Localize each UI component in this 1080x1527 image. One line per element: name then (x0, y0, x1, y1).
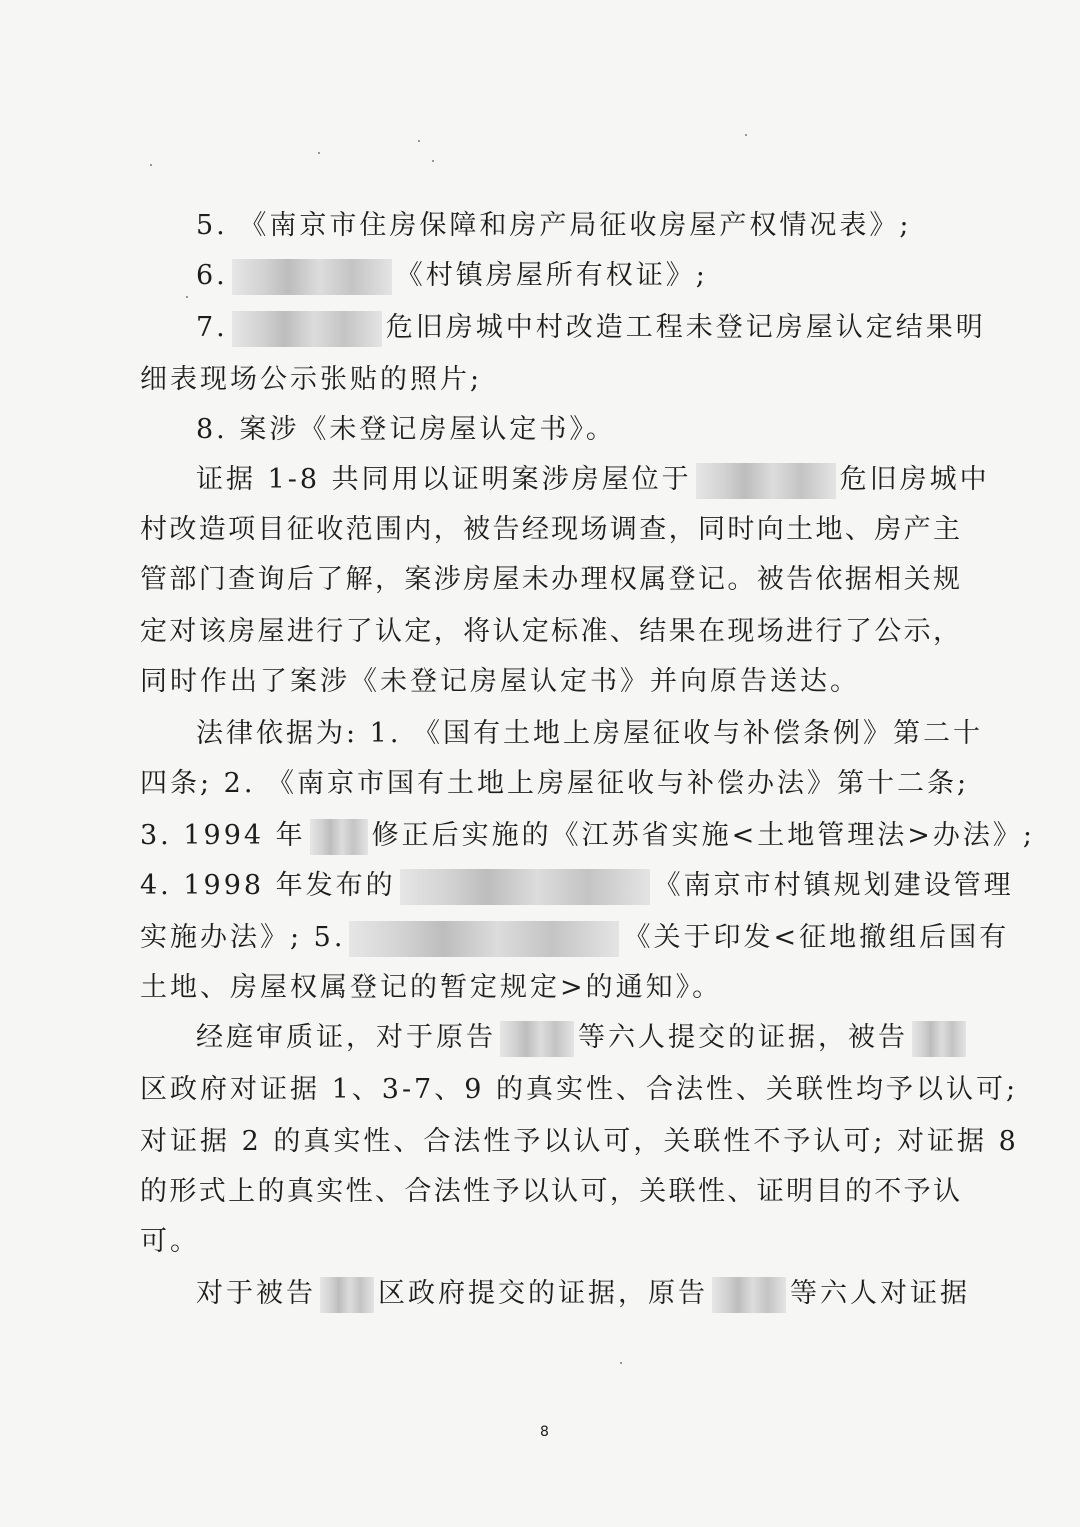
text-line-9 (140, 614, 960, 650)
redaction-block (696, 463, 836, 499)
text-segment: 同时作出了案涉《未登记房屋认定书》并向原告送达。 (140, 666, 860, 697)
redaction-block (310, 819, 368, 855)
text-line-16 (140, 970, 960, 1006)
text-line-4 (140, 362, 960, 398)
text-segment: 4. 1998 年发布的 (140, 870, 396, 901)
text-line-13 (140, 818, 1035, 855)
text-line-12 (140, 766, 970, 802)
text-segment: 可。 (140, 1226, 200, 1257)
text-segment: 村改造项目征收范围内，被告经现场调查，同时向土地、房产主 (140, 514, 960, 545)
text-segment: 对证据 2 的真实性、合法性予以认可，关联性不予认可; 对证据 8 (140, 1126, 1019, 1157)
scan-speck (418, 140, 420, 142)
redaction-block (500, 1021, 574, 1057)
text-line-1 (140, 208, 960, 244)
text-segment: 定对该房屋进行了认定，将认定标准、结果在现场进行了公示， (140, 616, 960, 647)
redaction-block (320, 1277, 374, 1313)
text-line-11 (140, 716, 984, 752)
text-line-3 (140, 310, 986, 347)
text-line-7 (140, 512, 960, 548)
text-line-2 (140, 258, 960, 295)
text-line-10 (140, 664, 960, 700)
text-segment: 7. (196, 312, 228, 343)
text-segment: 土地、房屋权属登记的暂定规定>的通知》。 (140, 972, 723, 1003)
text-segment: 细表现场公示张贴的照片; (140, 364, 483, 395)
redaction-block (712, 1277, 786, 1313)
text-segment: 四条; 2. 《南京市国有土地上房屋征收与补偿办法》第十二条; (140, 768, 970, 799)
text-line-17 (140, 1020, 960, 1057)
page-number: 8 (540, 1424, 549, 1440)
scan-speck (620, 1362, 622, 1364)
text-segment: 等六人提交的证据，被告 (578, 1022, 908, 1053)
scan-speck (186, 296, 188, 298)
redaction-block (912, 1021, 966, 1057)
text-segment: 实施办法》; 5. (140, 922, 346, 953)
text-segment: 《关于印发<征地撤组后国有 (623, 922, 1010, 953)
text-line-19 (140, 1124, 1019, 1160)
text-line-20 (140, 1174, 960, 1210)
text-line-22 (140, 1276, 970, 1313)
scan-speck (432, 160, 434, 162)
text-segment: 法律依据为: 1. 《国有土地上房屋征收与补偿条例》第二十 (196, 718, 984, 749)
text-segment: 等六人对证据 (790, 1278, 970, 1309)
text-segment: 《南京市村镇规划建设管理 (653, 870, 1014, 901)
text-segment: 对于被告 (196, 1278, 316, 1309)
scan-speck (745, 134, 747, 136)
redaction-block (400, 869, 650, 905)
redaction-block (232, 259, 392, 295)
text-segment: 《村镇房屋所有权证》; (395, 260, 708, 291)
text-segment: 3. 1994 年 (140, 820, 306, 851)
text-segment: 修正后实施的《江苏省实施<土地管理法>办法》; (371, 820, 1035, 851)
text-line-6 (140, 462, 990, 499)
text-segment: 区政府提交的证据，原告 (378, 1278, 708, 1309)
redaction-block (232, 311, 382, 347)
redaction-block (349, 921, 619, 957)
text-segment: 5. 《南京市住房保障和房产局征收房屋产权情况表》; (196, 210, 912, 241)
text-segment: 经庭审质证，对于原告 (196, 1022, 496, 1053)
text-segment: 证据 1-8 共同用以证明案涉房屋位于 (196, 464, 692, 495)
text-segment: 危旧房城中 (839, 464, 990, 495)
text-segment: 区政府对证据 1、3-7、9 的真实性、合法性、关联性均予以认可; (140, 1074, 1019, 1105)
text-line-21 (140, 1224, 960, 1260)
text-line-15 (140, 920, 1010, 957)
scan-speck (318, 152, 320, 154)
text-segment: 6. (196, 260, 228, 291)
text-segment: 危旧房城中村改造工程未登记房屋认定结果明 (385, 312, 986, 343)
text-segment: 的形式上的真实性、合法性予以认可，关联性、证明目的不予认 (140, 1176, 960, 1207)
scan-speck (150, 164, 152, 166)
text-line-14 (140, 868, 1014, 905)
text-line-5 (140, 412, 960, 448)
text-segment: 8. 案涉《未登记房屋认定书》。 (196, 414, 616, 445)
text-segment: 管部门查询后了解，案涉房屋未办理权属登记。被告依据相关规 (140, 564, 960, 595)
text-line-8 (140, 562, 960, 598)
text-line-18 (140, 1072, 1019, 1108)
